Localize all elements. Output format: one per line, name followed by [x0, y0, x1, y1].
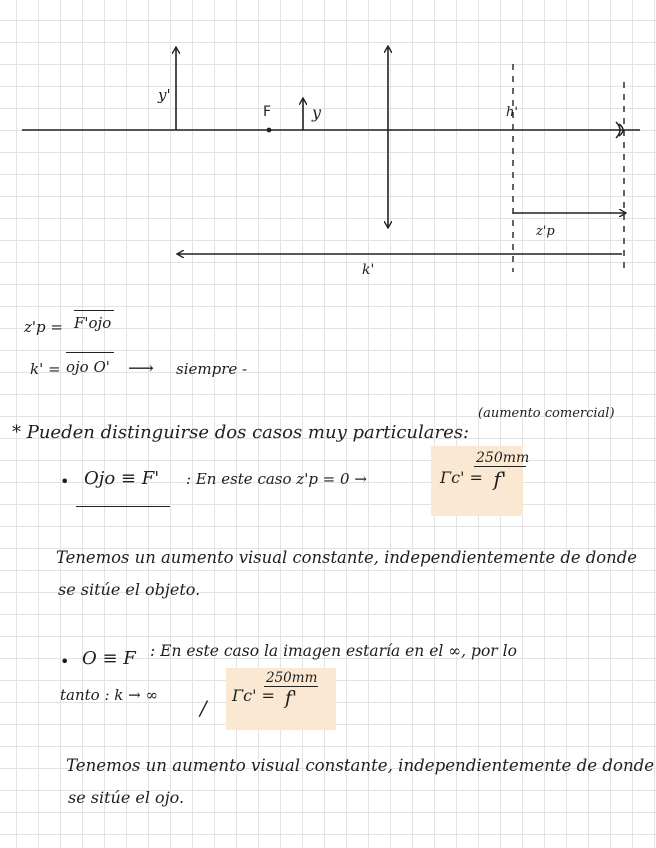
case2-label: O ≡ F	[82, 648, 136, 669]
def-zp-rhs: F'ojo	[74, 314, 112, 332]
case2-fraction	[264, 670, 318, 709]
case2-bullet: •	[60, 652, 70, 671]
overline-k	[66, 352, 114, 353]
label-zp-prime: z'p	[536, 224, 555, 239]
def-k-lhs: k' =	[30, 360, 61, 378]
label-k-prime: k'	[362, 262, 375, 278]
overline-zp	[74, 310, 114, 311]
def-siempre: siempre -	[176, 360, 248, 378]
intro-text: * Pueden distinguirse dos casos muy particulares:	[12, 422, 470, 443]
case2-para-line2: se sitúe el ojo.	[68, 788, 185, 807]
case2-text: : En este caso la imagen estaría en el ∞, por lo	[150, 642, 517, 660]
def-k-rhs: ojo O'	[66, 358, 110, 376]
intro-note: (aumento comercial)	[478, 406, 615, 421]
case1-fraction	[474, 450, 530, 491]
label-h-prime: h'	[506, 105, 518, 120]
def-zp-lhs: z'p =	[24, 318, 63, 336]
case2-para-line1: Tenemos un aumento visual constante, independientemente de donde	[66, 756, 655, 775]
case2-sep: /	[200, 696, 207, 720]
case2-gamma: Γc' =	[232, 686, 275, 705]
label-y-prime: y'	[158, 86, 171, 104]
case1-underline	[76, 506, 170, 507]
label-F: F	[263, 104, 272, 120]
case1-label: Ojo ≡ F'	[84, 468, 160, 489]
def-arrow: ⟶	[128, 358, 154, 379]
case1-den: f'	[493, 467, 507, 491]
case1-gamma: Γc' =	[440, 468, 483, 487]
case1-text: : En este caso z'p = 0 →	[186, 470, 367, 488]
case1-para-line1: Tenemos un aumento visual constante, independientemente de donde	[56, 548, 637, 567]
case2-den: f'	[284, 687, 298, 709]
optics-diagram	[0, 0, 656, 300]
focal-point-F	[267, 128, 272, 133]
case2-num: 250mm	[266, 670, 318, 686]
case1-bullet: •	[60, 472, 70, 491]
case1-para-line2: se sitúe el objeto.	[58, 580, 201, 599]
case2-line2: tanto : k → ∞	[60, 686, 158, 704]
label-y: y	[312, 103, 322, 122]
case1-num: 250mm	[476, 450, 530, 466]
